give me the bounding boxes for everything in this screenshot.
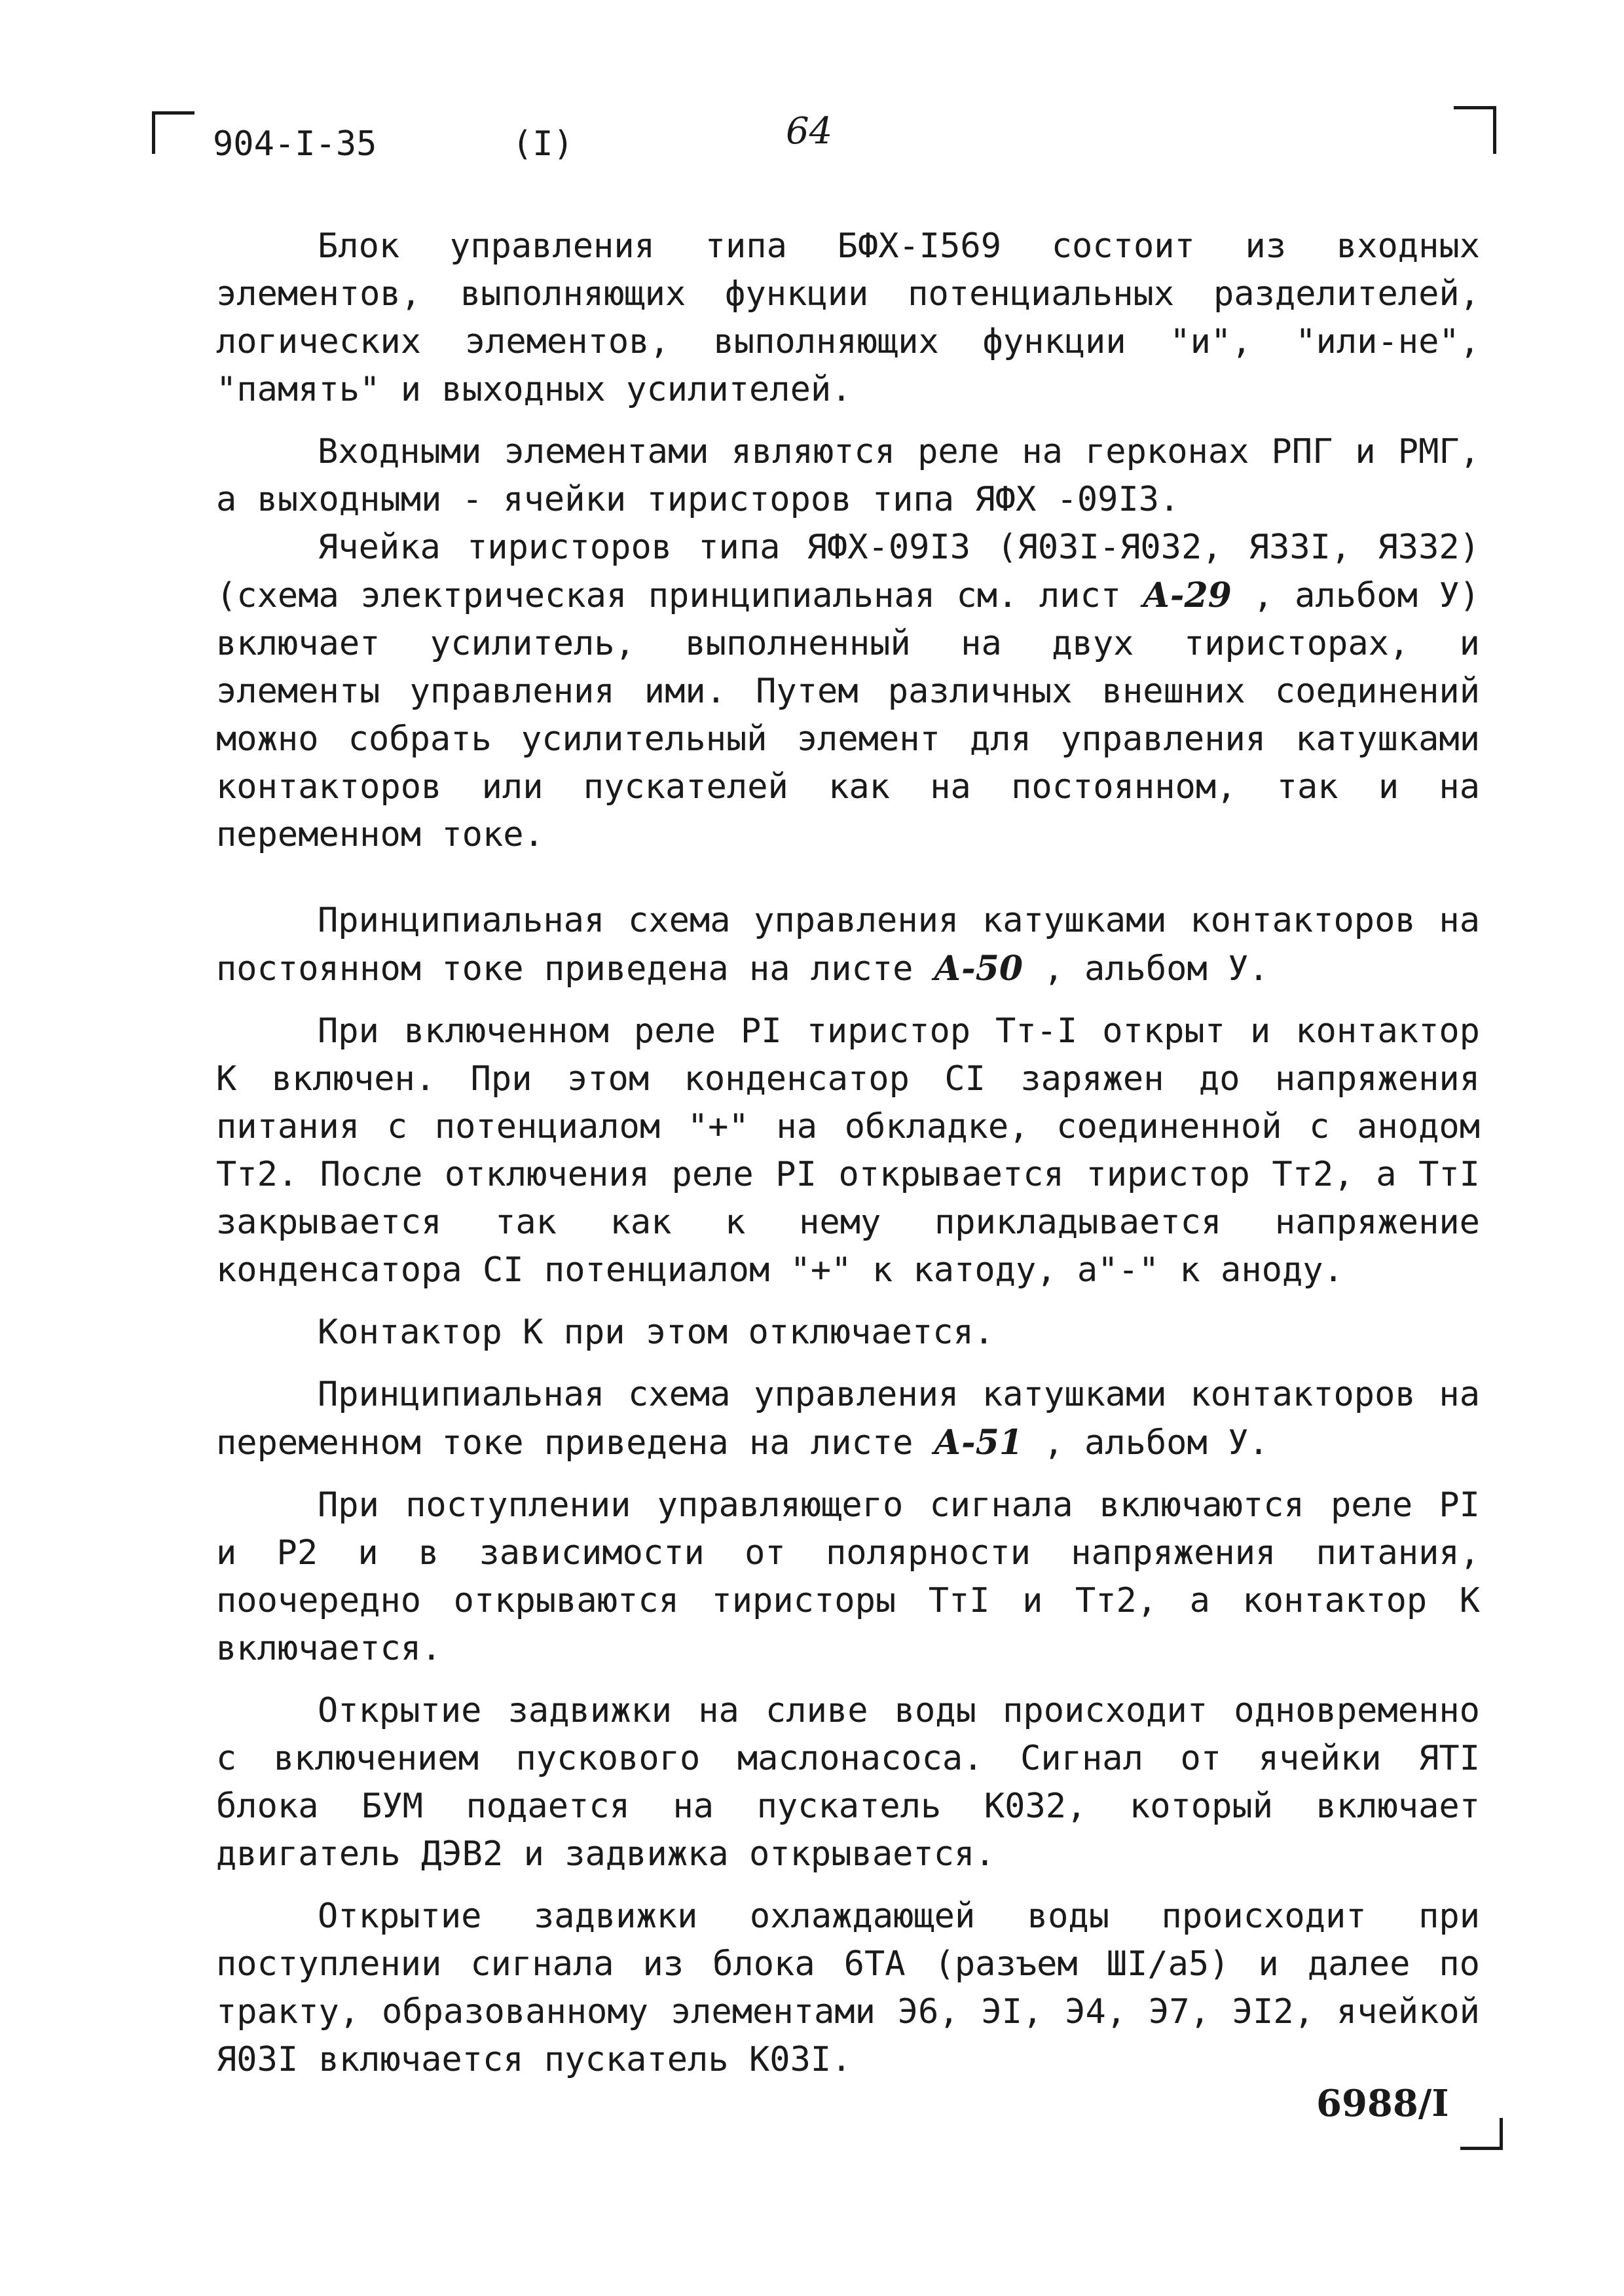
document-body: [216, 223, 1480, 2084]
paragraph-4: [216, 897, 1480, 993]
paragraph-9: Открытие задвижки на сливе воды происходит одновременно с включением пускового маслонасоса. Сигнал от ячейки ЯТI блока БУМ подается на пускатель К032, который включает двигатель ДЭВ2 и задвижка открывается.: [216, 1691, 1480, 1874]
paragraph-5: При включенном реле PI тиристор Тт-I открыт и контактор К включен. При этом конденсатор CI заряжен до напряжения питания с потенциалом "+" на обкладке, соединенной с анодом Тт2. После отключения реле PI открывается тиристор Тт2, а ТтI закрывается так как к нему прикладывается напряжение конденсатора CI потенциалом "+" к катоду, а"-" к аноду.: [216, 1011, 1480, 1290]
document-part: (I): [512, 124, 574, 164]
archive-code: 6988/I: [1316, 2082, 1449, 2125]
sheet-reference-a50: А-50: [933, 949, 1024, 989]
paragraph-3-text-start: Ячейка тиристоров типа ЯФХ-09I3 (Я03I-Я032, Я33I, Я332) (схема электрическая принципиальная см. лист: [216, 528, 1480, 615]
paragraph-1: Блок управления типа БФХ-I569 состоит из входных элементов, выполняющих функции потенциальных разделителей, логических элементов, выполняющих функции "и", "или-не", "память" и выходных усилителей.: [216, 227, 1480, 409]
paragraph-3-text-end: , альбом У) включает усилитель, выполненный на двух тиристорах, и элементы управления ими. Путем различных внешних соединений можно собрать усилительный элемент для управления катушками контакторов или пускателей как на постоянном, так и на переменном токе.: [216, 576, 1480, 854]
paragraph-4-text-start: Принципиальная схема управления катушками контакторов на постоянном токе приведена на листе: [216, 901, 1480, 989]
paragraph-3: [216, 524, 1480, 859]
paragraph-7: [216, 1371, 1480, 1467]
corner-mark-top-left: [152, 111, 194, 154]
document-code: 904-I-35: [213, 124, 377, 164]
paragraph-2: Входными элементами являются реле на герконах РПГ и РМГ, а выходными - ячейки тиристоров типа ЯФХ -09I3.: [216, 432, 1480, 519]
paragraph-6: Контактор К при этом отключается.: [318, 1313, 995, 1352]
paragraph-7-text-end: , альбом У.: [1023, 1423, 1269, 1463]
page-number: 64: [786, 110, 833, 153]
corner-mark-bottom-right: [1460, 2118, 1503, 2150]
sheet-reference-a29: А-29: [1142, 575, 1232, 615]
corner-mark-top-right: [1454, 106, 1496, 154]
paragraph-7-text-start: Принципиальная схема управления катушками контакторов на переменном токе приведена на листе: [216, 1375, 1480, 1463]
paragraph-8: При поступлении управляющего сигнала включаются реле PI и P2 и в зависимости от полярности напряжения питания, поочередно открываются тиристоры ТтI и Тт2, а контактор К включается.: [216, 1485, 1480, 1668]
paragraph-4-text-end: , альбом У.: [1023, 949, 1269, 989]
sheet-reference-a51: А-51: [933, 1423, 1024, 1463]
paragraph-10: Открытие задвижки охлаждающей воды происходит при поступлении сигнала из блока 6ТА (разъем ШI/а5) и далее по тракту, образованному элементами Э6, ЭI, Э4, Э7, ЭI2, ячейкой Я03I включается пускатель К03I.: [216, 1897, 1480, 2079]
